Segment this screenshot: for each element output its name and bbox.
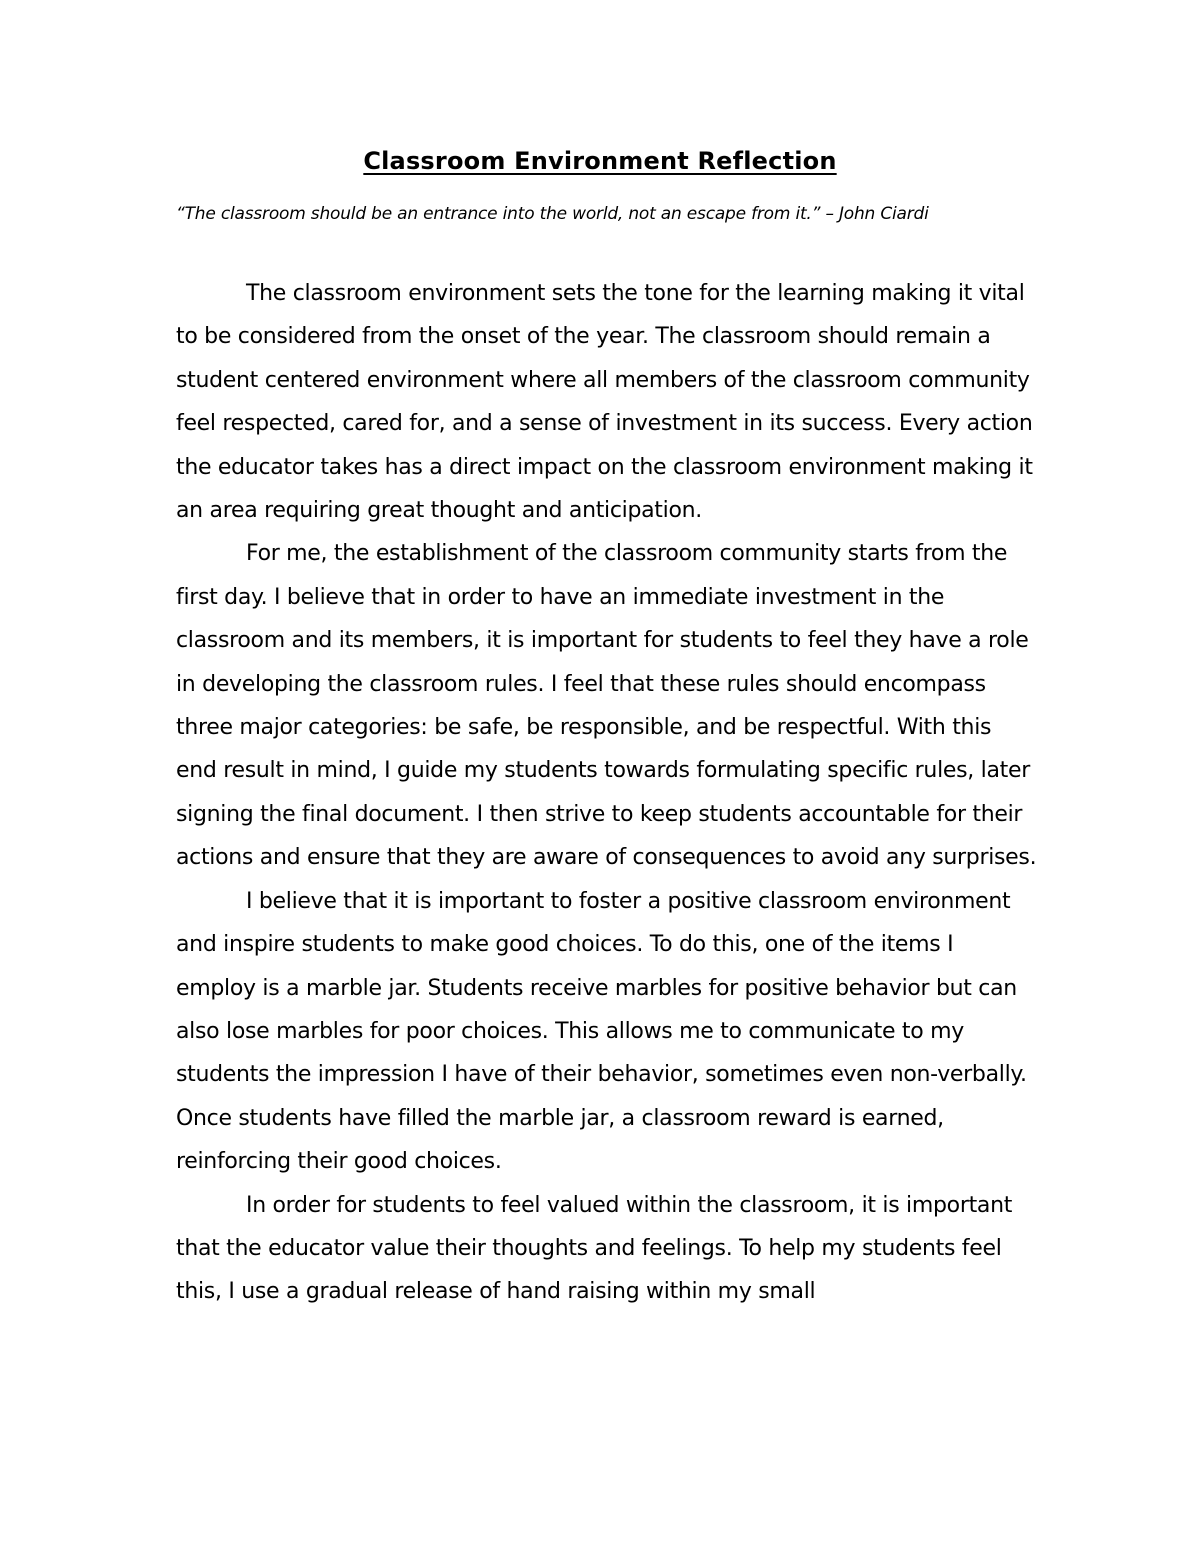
document-title: Classroom Environment Reflection (363, 147, 837, 175)
body-paragraph: For me, the establishment of the classroom community starts from the first day. I believe that in order to have an immediate investment in the classroom and its members, it is important for students to feel they have a role in developing the classroom rules. I feel that these rules should encompass three major categories: be safe, be responsible, and be respectful. With this end result in mind, I guide my students towards formulating specific rules, later signing the final document. I then strive to keep students accountable for their actions and ensure that they are aware of consequences to avoid any surprises. (176, 541, 1037, 871)
body-paragraph: I believe that it is important to foster a positive classroom environment and inspire students to make good choices. To do this, one of the items I employ is a marble jar. Students receive marbles for positive behavior but can also lose marbles for poor choices. This allows me to communicate to my students the impression I have of their behavior, sometimes even non-verbally. Once students have filled the marble jar, a classroom reward is earned, reinforcing their good choices. (176, 888, 1027, 1175)
epigraph-quote: “The classroom should be an entrance into the world, not an escape from it.” – John Ciardi (176, 204, 929, 224)
body-paragraph: In order for students to feel valued within the classroom, it is important that the educator value their thoughts and feelings. To help my students feel this, I use a gradual release of hand raising within my small (176, 1192, 1013, 1305)
document-body (176, 272, 1038, 1314)
body-paragraph: The classroom environment sets the tone for the learning making it vital to be considered from the onset of the year. The classroom should remain a student centered environment where all members of the classroom community feel respected, cared for, and a sense of investment in its success. Every action the educator takes has a direct impact on the classroom environment making it an area requiring great thought and anticipation. (176, 281, 1033, 524)
